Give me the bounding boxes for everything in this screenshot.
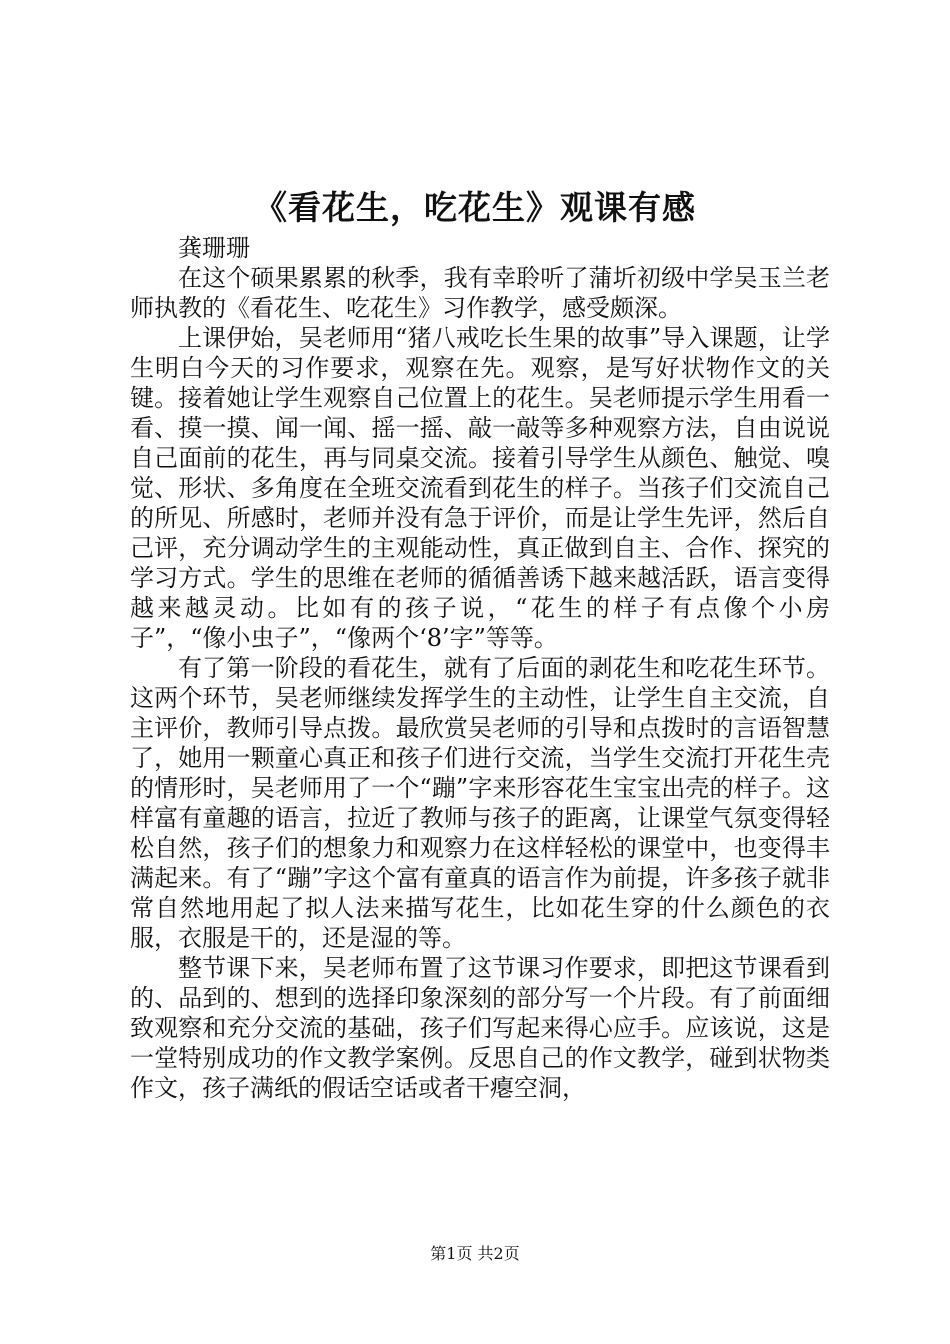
document-body: [130, 233, 830, 1103]
paragraph-3: 有了第一阶段的看花生，就有了后面的剥花生和吃花生环节。这两个环节，吴老师继续发挥学生的主动性，让学生自主交流，自主评价，教师引导点拨。最欣赏吴老师的引导和点拨时的言语智慧了，她用一颗童心真正和孩子们进行交流，当学生交流打开花生壳的情形时，吴老师用了一个“蹦”字来形容花生宝宝出壳的样子。这样富有童趣的语言，拉近了教师与孩子的距离，让课堂气氛变得轻松自然，孩子们的想象力和观察力在这样轻松的课堂中，也变得丰满起来。有了“蹦”字这个富有童真的语言作为前提，许多孩子就非常自然地用起了拟人法来描写花生，比如花生穿的什么颜色的衣服，衣服是干的，还是湿的等。: [130, 654, 830, 952]
paragraph-4: 整节课下来，吴老师布置了这节课习作要求，即把这节课看到的、品到的、想到的选择印象深刻的部分写一个片段。有了前面细致观察和充分交流的基础，孩子们写起来得心应手。应该说，这是一堂特别成功的作文教学案例。反思自己的作文教学，碰到状物类作文，孩子满纸的假话空话或者干瘪空洞，: [130, 954, 830, 1102]
author-name: 龚珊珊: [178, 234, 250, 262]
paragraph-2: 上课伊始，吴老师用“猪八戒吃长生果的故事”导入课题，让学生明白今天的习作要求，观察在先。观察，是写好状物作文的关键。接着她让学生观察自己位置上的花生。吴老师提示学生用看一看、摸一摸、闻一闻、摇一摇、敲一敲等多种观察方法，自由说说自己面前的花生，再与同桌交流。接着引导学生从颜色、触觉、嗅觉、形状、多角度在全班交流看到花生的样子。当孩子们交流自己的所见、所感时，老师并没有急于评价，而是让学生先评，然后自己评，充分调动学生的主观能动性，真正做到自主、合作、探究的学习方式。学生的思维在老师的循循善诱下越来越活跃，语言变得越来越灵动。比如有的孩子说，“花生的样子有点像个小房子”，“像小虫子”，“像两个‘8’字”等等。: [130, 324, 830, 652]
document-title: 《看花生，吃花生》观课有感: [254, 188, 696, 227]
paragraph-1: 在这个硕果累累的秋季，我有幸聆听了蒲圻初级中学吴玉兰老师执教的《看花生、吃花生》习作教学，感受颇深。: [130, 264, 830, 322]
page-footer: 第1页 共2页: [430, 1244, 520, 1263]
